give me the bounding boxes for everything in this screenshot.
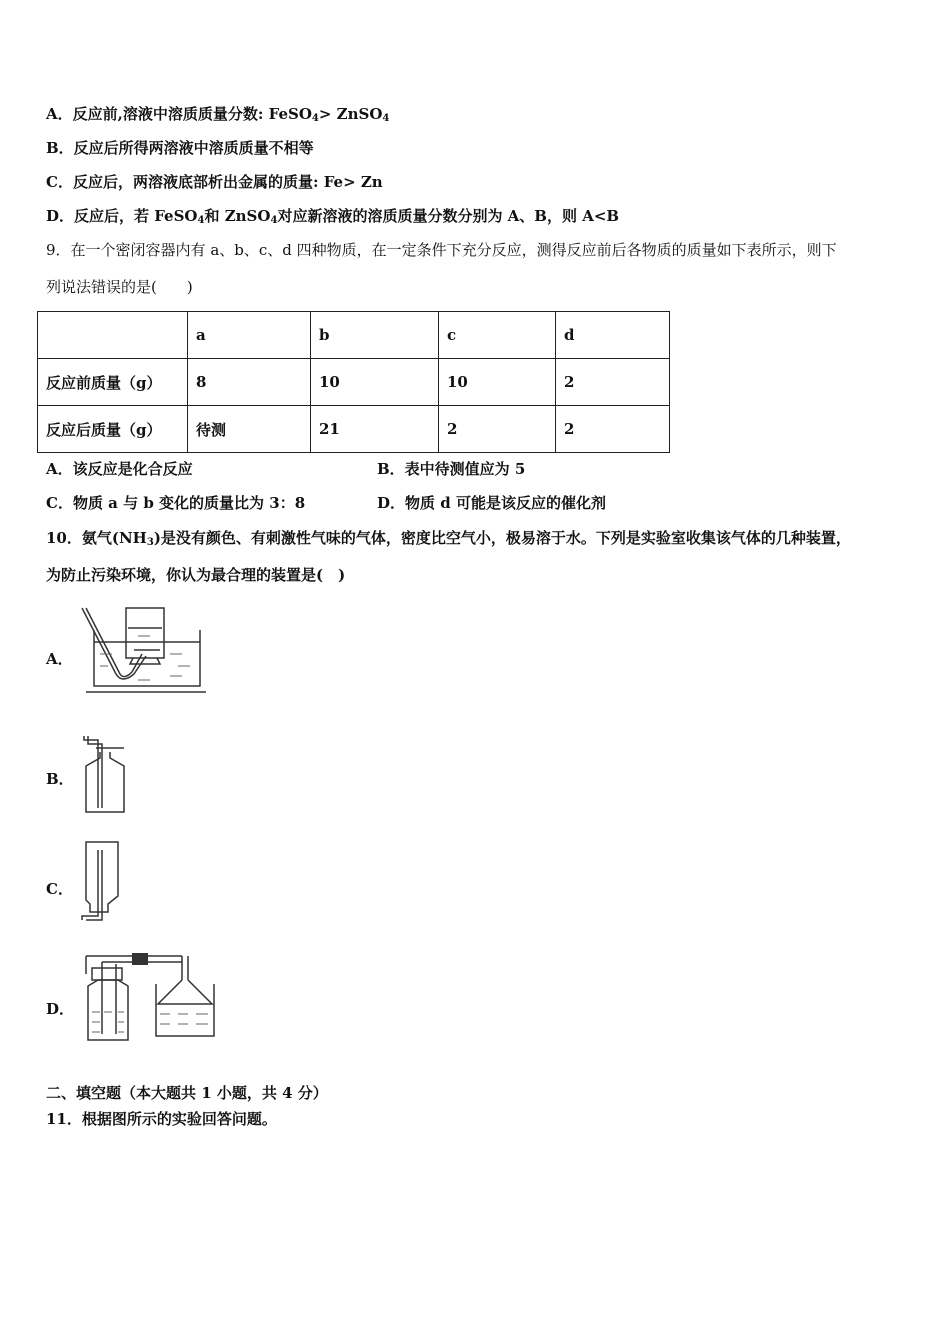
q9-option-d: D．物质 d 可能是该反应的催化剂 — [377, 494, 606, 512]
q8-d-post: 对应新溶液的溶质质量分数分别为 A、B，则 A<B — [277, 207, 620, 225]
q9-option-c: C．物质 a 与 b 变化的质量比为 3：8 — [46, 494, 306, 512]
table-row — [38, 359, 670, 406]
q9-option-b: B．表中待测值应为 5 — [377, 460, 526, 478]
q8-option-c: C．反应后，两溶液底部析出金属的质量: Fe> Zn — [46, 173, 383, 191]
table-cell: d — [556, 312, 670, 359]
q8-d-pre: D．反应后，若 FeSO — [46, 207, 198, 225]
rubber-tube-connector — [132, 953, 148, 965]
inverted-bottle-figure — [78, 838, 128, 924]
q9-stem-line1: 9．在一个密闭容器内有 a、b、c、d 四种物质，在一定条件下充分反应，测得反应前后各物质的质量如下表所示，则下 — [46, 241, 837, 259]
q8-d-mid: 和 ZnSO — [204, 207, 271, 225]
q10-stem-line1 — [46, 527, 851, 548]
table-row — [38, 312, 670, 359]
table-cell: 2 — [556, 406, 670, 453]
table-cell: 反应前质量（g） — [38, 359, 188, 406]
table-cell: a — [188, 312, 311, 359]
q8-option-b: B．反应后所得两溶液中溶质质量不相等 — [46, 139, 314, 157]
q8-option-d — [46, 205, 619, 226]
q10-stem-sub: 3 — [146, 537, 154, 548]
q8-a-text: A．反应前,溶液中溶质质量分数: FeSO — [46, 105, 312, 123]
q9-option-a: A．该反应是化合反应 — [46, 460, 193, 478]
table-cell: c — [439, 312, 556, 359]
upward-bottle-figure — [78, 734, 130, 814]
q8-d-sub1: 4 — [197, 215, 205, 226]
q10-stem-post: )是没有颜色、有刺激性气味的气体，密度比空气小，极易溶于水。下列是实验室收集该气体的几种装置， — [153, 529, 851, 547]
q10-option-a-label: A． — [46, 650, 73, 668]
table-cell: 10 — [311, 359, 439, 406]
q10-option-d-label: D． — [46, 1000, 75, 1018]
q8-d-sub2: 4 — [270, 215, 278, 226]
table-cell: 8 — [188, 359, 311, 406]
table-cell: 反应后质量（g） — [38, 406, 188, 453]
table-cell: b — [311, 312, 439, 359]
q10-option-b-label: B． — [46, 770, 74, 788]
q8-a-mid: > ZnSO — [318, 105, 383, 123]
q8-a-sub2: 4 — [382, 113, 390, 124]
q9-stem-line2: 列说法错误的是( ) — [46, 278, 193, 296]
q8-a-sub1: 4 — [311, 113, 319, 124]
q10-option-c-label: C． — [46, 880, 73, 898]
table-cell: 2 — [556, 359, 670, 406]
table-cell — [38, 312, 188, 359]
table-cell: 10 — [439, 359, 556, 406]
table-cell: 待测 — [188, 406, 311, 453]
q11-stem: 11．根据图所示的实验回答问题。 — [46, 1110, 277, 1128]
table-cell: 21 — [311, 406, 439, 453]
q9-table — [37, 311, 670, 453]
q8-option-a — [46, 103, 389, 124]
table-row — [38, 406, 670, 453]
section-title-fill-in: 二、填空题（本大题共 1 小题，共 4 分） — [46, 1084, 328, 1102]
q10-stem-pre: 10．氨气(NH — [46, 529, 147, 547]
water-trough-apparatus-figure — [78, 604, 208, 694]
q10-stem-line2: 为防止污染环境，你认为最合理的装置是( ) — [46, 566, 346, 584]
bottle-and-beaker-absorption-figure — [78, 948, 218, 1044]
table-cell: 2 — [439, 406, 556, 453]
